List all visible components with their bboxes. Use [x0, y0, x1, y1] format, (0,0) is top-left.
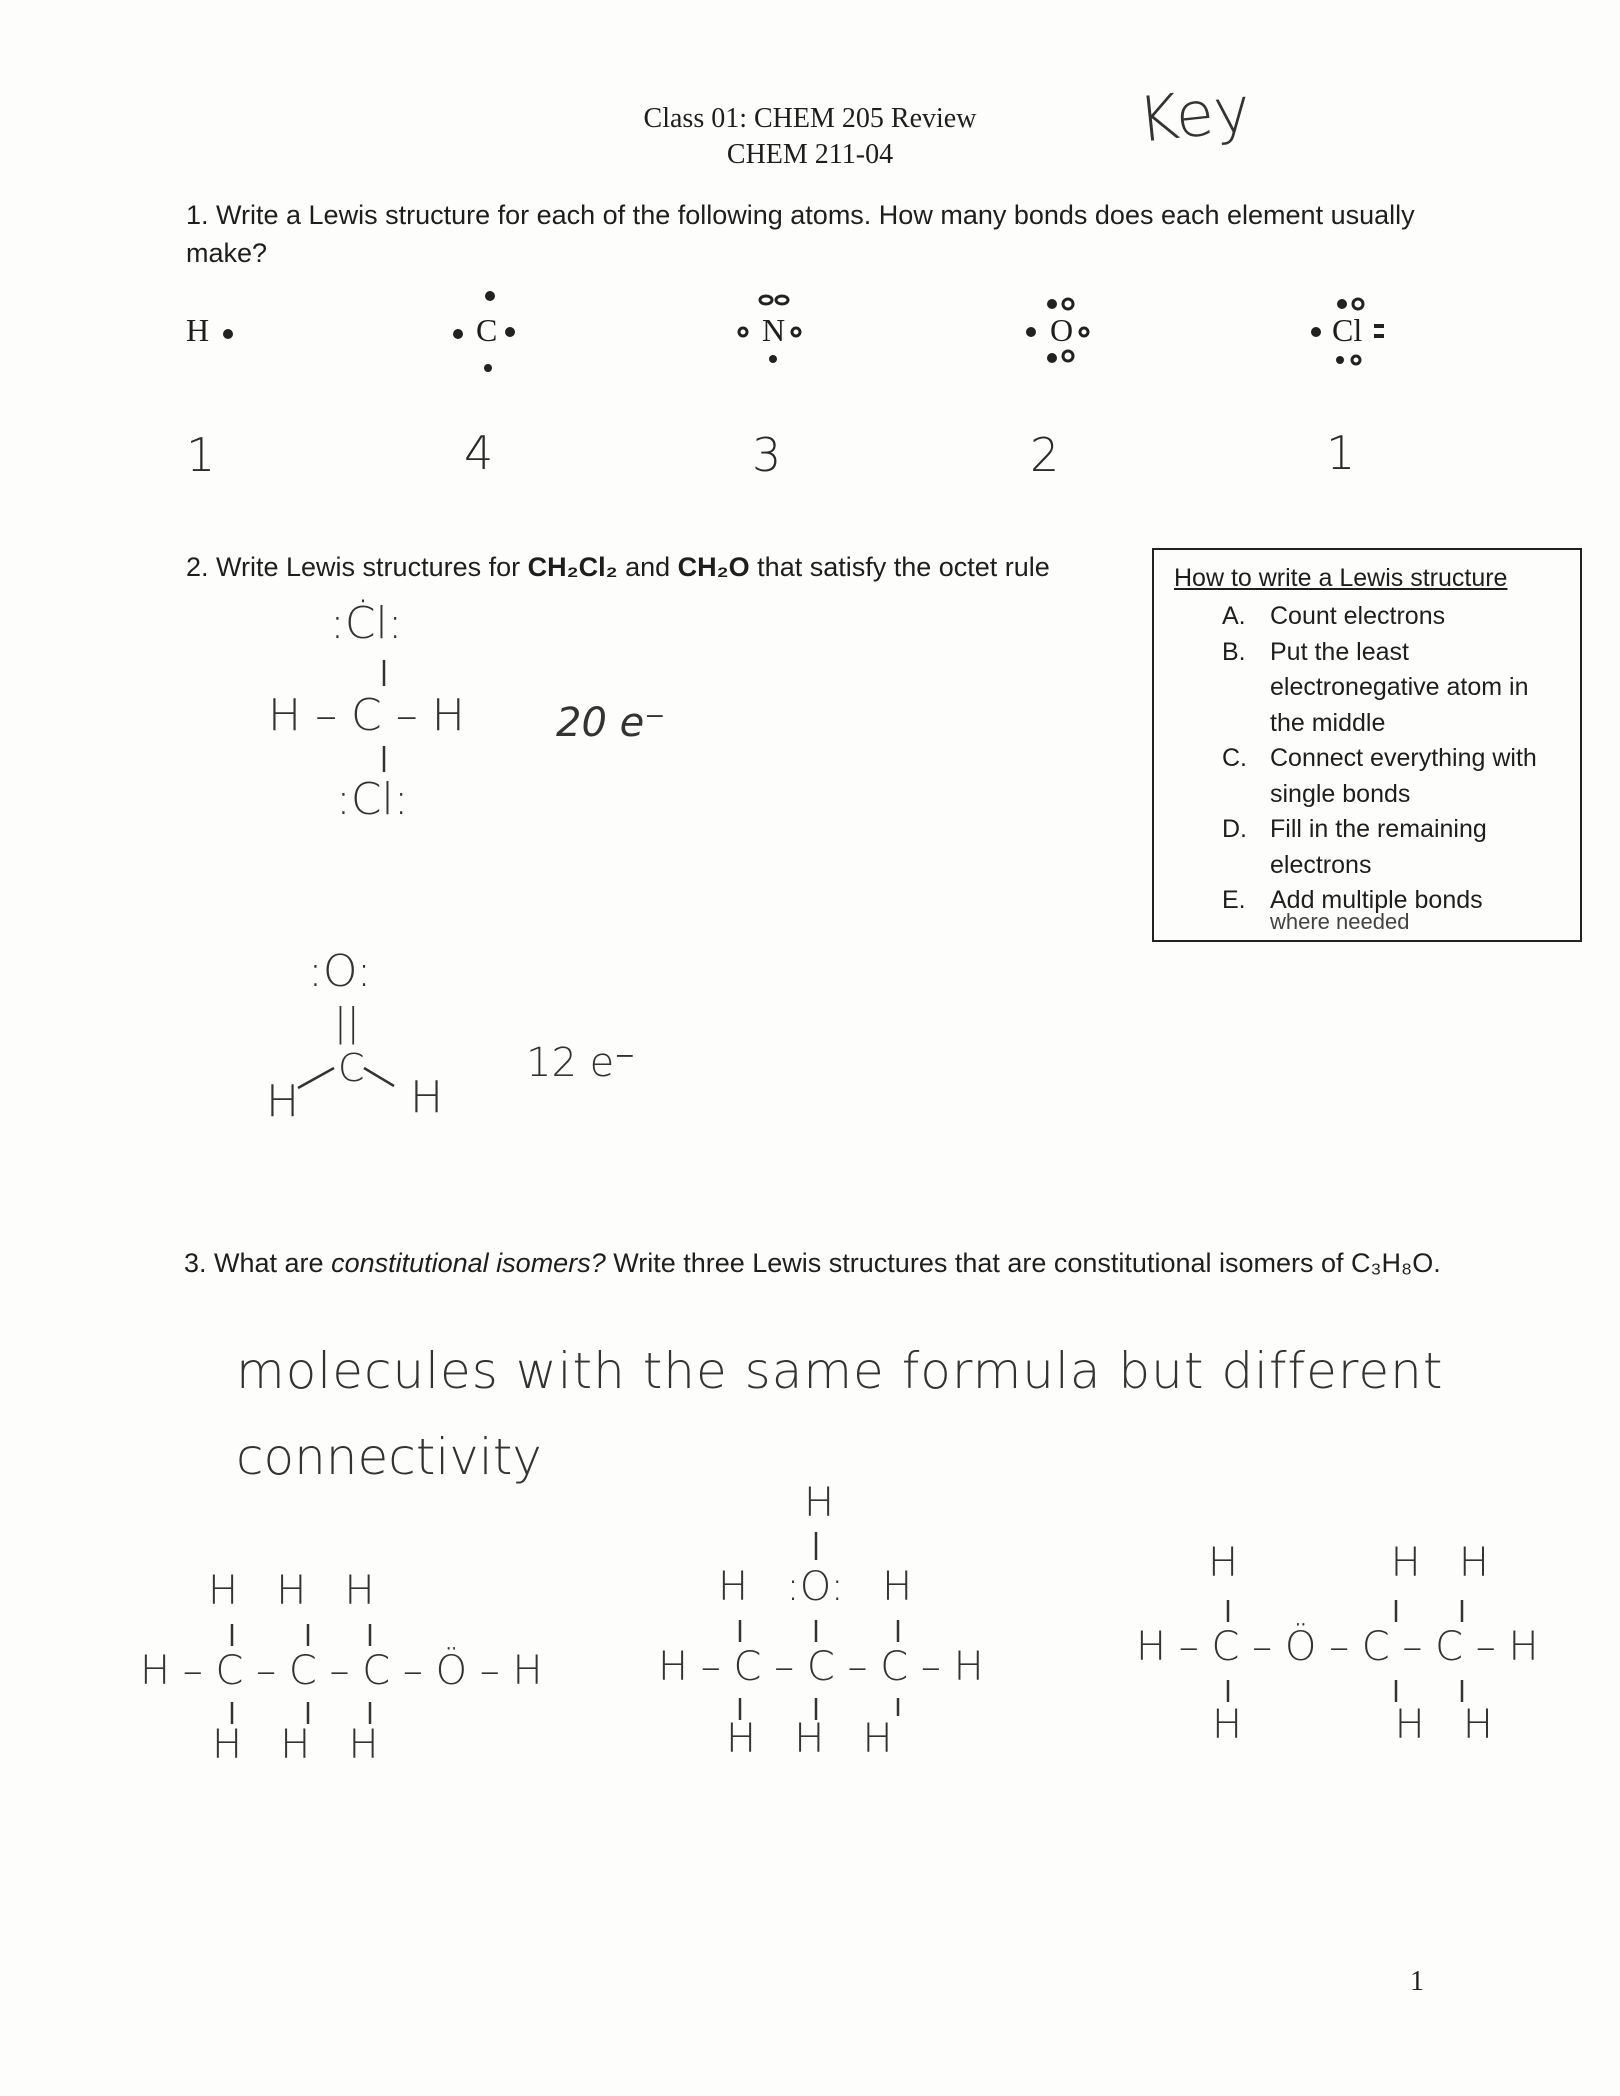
isomer-1-bottom: H H H [212, 1722, 379, 1768]
q3-prompt-pre: 3. What are [184, 1248, 332, 1278]
step-text: Connect everything with single bonds [1270, 744, 1537, 808]
ch2o-right-h: H [410, 1072, 444, 1123]
q3-answer-line-1: molecules with the same formula but different [236, 1342, 1444, 1400]
q2-prompt-post: that satisfy the octet rule [749, 552, 1050, 582]
isomer-2-bottom: H H H [726, 1716, 893, 1762]
ch2o-electron-count: 12 e⁻ [526, 1040, 636, 1086]
ch2cl2-middle: H – C – H [268, 690, 465, 741]
step-letter: D. [1222, 815, 1247, 843]
bond-count-cl: 1 [1326, 426, 1356, 480]
ch2cl2-top-cl: :Ċl: [330, 598, 403, 649]
lewis-atom-c [440, 282, 540, 382]
question-2-prompt [186, 548, 1136, 586]
ch2cl2-electron-count: 20 e⁻ [556, 700, 666, 746]
isomer-3-chain: H – C – Ö – C – C – H [1136, 1624, 1539, 1670]
atom-symbol: H [186, 312, 210, 348]
isomer-1-top: H H H [208, 1568, 375, 1614]
step-text: Put the least electronegative atom in the middle [1270, 637, 1529, 737]
electron-dots [1300, 282, 1410, 382]
formula-ch2cl2: CH₂Cl₂ [527, 552, 618, 582]
step-text: Add multiple bonds [1270, 886, 1483, 914]
atom-symbol: C [476, 312, 498, 348]
howto-box [1152, 548, 1582, 942]
isomer-3-top: H H H [1208, 1540, 1489, 1586]
page-number: 1 [1410, 1966, 1424, 1997]
howto-step [1154, 635, 1580, 742]
key-label: Key [1134, 72, 1254, 157]
lewis-atom-cl [1300, 282, 1410, 382]
q2-prompt-mid: and [617, 552, 678, 582]
atom-symbol: O [1050, 312, 1074, 348]
ch2o-carbon: C [338, 1046, 365, 1090]
question-1-prompt: 1. Write a Lewis structure for each of the following atoms. How many bonds does each element usually make? [186, 200, 1415, 268]
step-text: Fill in the remaining electrons [1270, 815, 1487, 879]
isomer-2-top: H :O: H [718, 1564, 913, 1610]
ch2cl2-bottom-cl: :Cl: [336, 774, 409, 825]
step-text: Count electrons [1270, 602, 1446, 630]
formula-ch2o: CH₂O [677, 552, 750, 582]
ch2o-structure [260, 946, 520, 1136]
howto-step [1154, 812, 1580, 883]
title-line-2: CHEM 211-04 [726, 139, 894, 170]
howto-steps [1154, 599, 1580, 919]
electron-dots [1014, 282, 1124, 382]
ch2o-double-bond: || [334, 1000, 360, 1044]
isomer-1-chain: H – C – C – C – Ö – H [140, 1648, 543, 1694]
electron-dots [726, 282, 836, 382]
formula-c3h8o: C₃H₈O. [1351, 1248, 1441, 1278]
lewis-atom-n [726, 282, 836, 382]
atom-symbol: Cl [1332, 312, 1363, 348]
isomer-1 [140, 1568, 543, 1788]
step-letter: C. [1222, 744, 1247, 772]
atom-symbol: N [762, 312, 786, 348]
q3-answer-line-2: connectivity [236, 1428, 542, 1486]
isomer-2-chain: H – C – C – C – H [658, 1644, 984, 1690]
q2-prompt-pre: 2. Write Lewis structures for [186, 552, 528, 582]
step-letter: E. [1222, 886, 1246, 914]
bond-count-h: 1 [186, 428, 216, 482]
howto-step [1154, 599, 1580, 635]
bond-count-o: 2 [1030, 428, 1060, 482]
step-letter: B. [1222, 637, 1246, 666]
isomer-3-bonds [1136, 1540, 1576, 1820]
lewis-atom-o [1014, 282, 1124, 382]
q3-term: constitutional isomers? [331, 1248, 606, 1278]
howto-step [1154, 741, 1580, 812]
isomer-3-bottom: H H H [1212, 1702, 1493, 1748]
bond-count-c: 4 [464, 426, 494, 480]
question-3-prompt [184, 1244, 1474, 1282]
title-line-1: Class 01: CHEM 205 Review [643, 103, 977, 134]
step-letter: A. [1222, 602, 1246, 630]
electron-dots [440, 282, 540, 382]
bond-count-n: 3 [752, 428, 782, 482]
q3-prompt-post: Write three Lewis structures that are constitutional isomers of [605, 1248, 1352, 1278]
ch2o-left-h: H [266, 1076, 300, 1127]
lewis-atom-h [186, 290, 256, 380]
isomer-3 [1136, 1540, 1576, 1820]
isomer-2-extra-h: H [804, 1480, 835, 1526]
electron-dots [186, 290, 256, 380]
ch2o-oxygen: :O: [308, 946, 372, 997]
isomer-2 [656, 1480, 1036, 1780]
howto-title: How to write a Lewis structure [1174, 564, 1508, 592]
howto-cut-line: where needed [1270, 908, 1410, 934]
